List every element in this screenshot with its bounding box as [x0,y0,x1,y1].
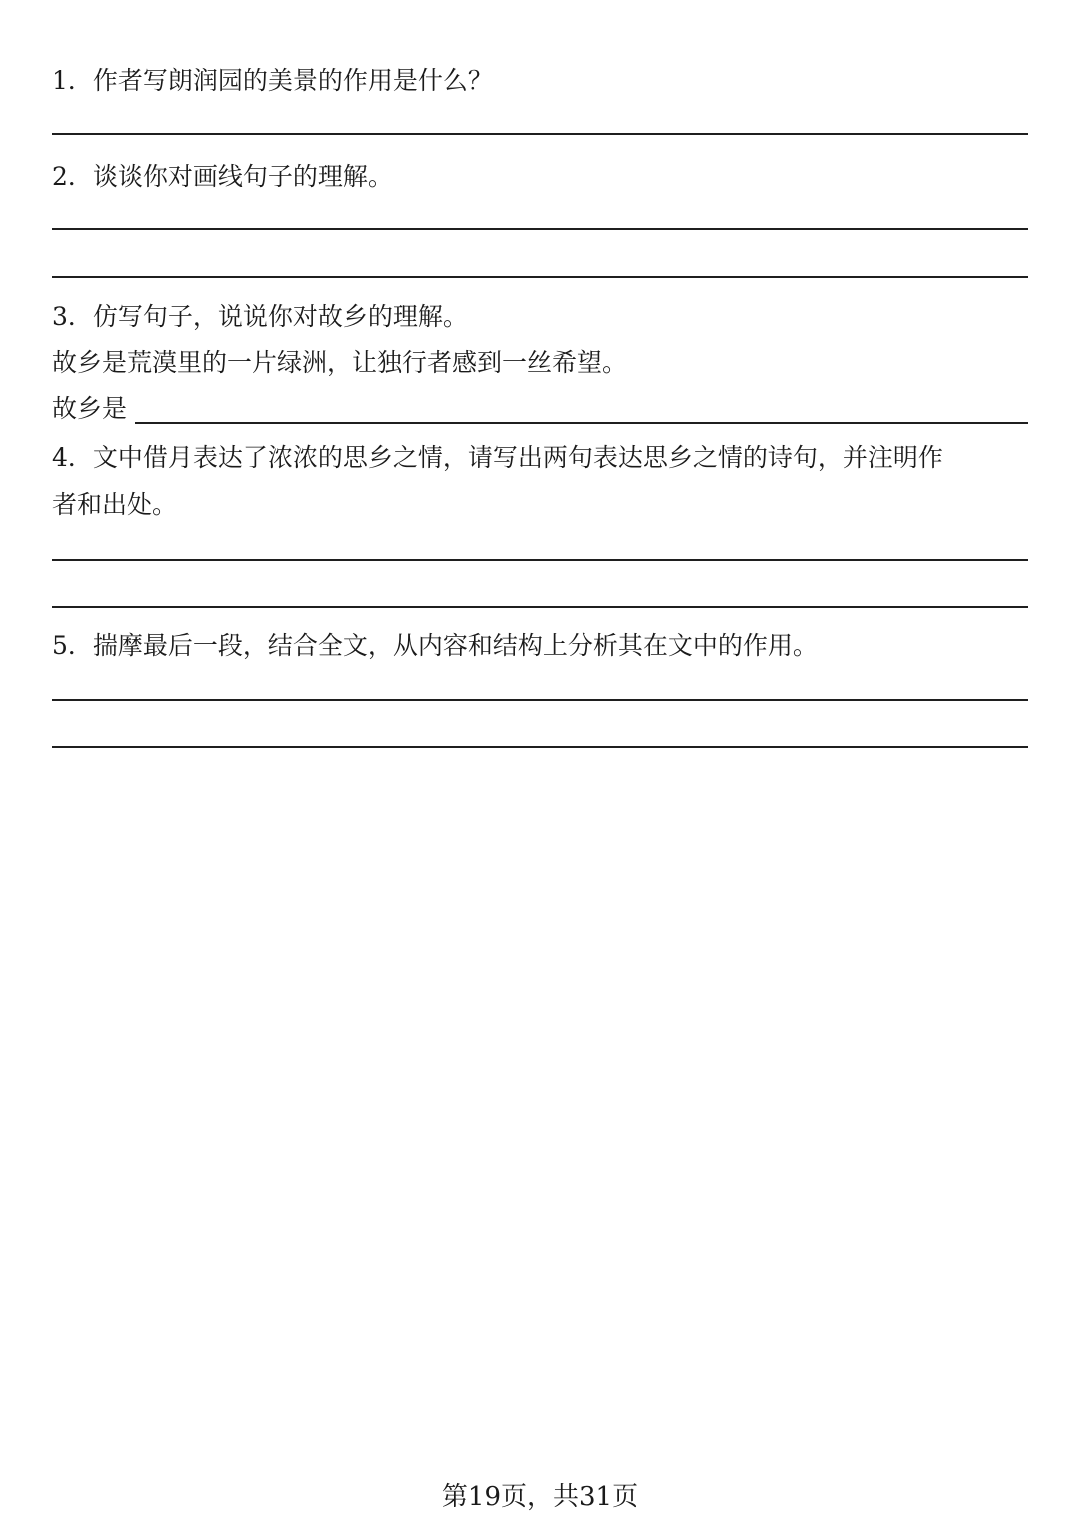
question-3-prompt: 故乡是 [52,394,128,423]
answer-line-2b[interactable] [52,276,1028,278]
answer-line-4b[interactable] [52,606,1028,608]
answer-line-1[interactable] [52,133,1028,135]
question-3: 3．仿写句子，说说你对故乡的理解。 [52,302,468,331]
page-number: 第19页，共31页 [441,1482,639,1512]
question-3-example: 故乡是荒漠里的一片绿洲，让独行者感到一丝希望。 [52,348,628,377]
question-1: 1．作者写朗润园的美景的作用是什么？ [52,66,493,95]
question-5: 5．揣摩最后一段，结合全文，从内容和结构上分析其在文中的作用。 [52,631,818,660]
question-4-line-2: 者和出处。 [52,490,178,519]
question-4-line-1: 4．文中借月表达了浓浓的思乡之情，请写出两句表达思乡之情的诗句，并注明作 [52,443,943,472]
answer-line-2a[interactable] [52,228,1028,230]
answer-line-3[interactable] [135,422,1028,424]
answer-line-4a[interactable] [52,559,1028,561]
answer-line-5a[interactable] [52,699,1028,701]
answer-line-5b[interactable] [52,746,1028,748]
question-2: 2．谈谈你对画线句子的理解。 [52,162,393,191]
